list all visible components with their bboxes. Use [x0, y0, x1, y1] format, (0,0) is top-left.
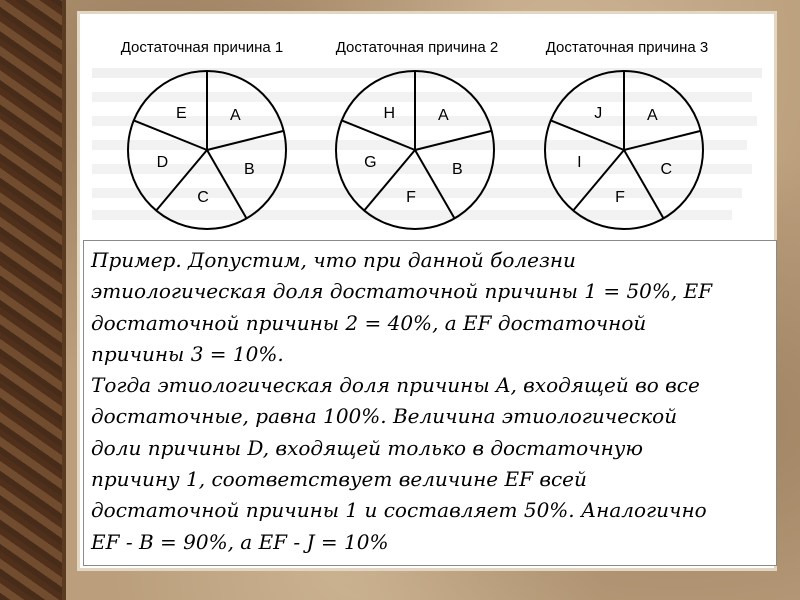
pie-slice-label: D [156, 154, 169, 172]
pie-slice-label: F [615, 188, 625, 206]
pie-slice-divider [415, 150, 455, 218]
pie-slice-label: F [406, 188, 416, 206]
pie-slice-label: B [244, 160, 255, 178]
pie-slice-label: C [197, 188, 209, 206]
pie-slice-label: A [437, 106, 449, 124]
cause-title-2: Достаточная причина 2 [335, 39, 499, 56]
cause-title-3: Достаточная причина 3 [545, 39, 709, 56]
decorative-divider [62, 0, 66, 600]
pie-slice-label: H [383, 104, 396, 122]
pie-slice-label: B [452, 160, 463, 178]
pie-slice-label: E [175, 104, 187, 122]
example-text-box [83, 240, 777, 566]
pie-diagrams-svg [82, 14, 772, 244]
pie-slice-label: J [594, 104, 603, 122]
pie-slice-label: I [577, 154, 582, 172]
pie-slice-divider [207, 150, 247, 218]
pie-slice-label: G [364, 154, 377, 172]
pie-slice-label: C [660, 160, 673, 178]
decorative-left-strip [0, 0, 62, 600]
example-paragraph: Пример. Допустим, что при данной болезни этиологическая доля достаточной причины 1 = 50%, EF достаточной причины 2 = 40%, а EF достаточной причины 3 = 10%. Тогда этиологическая доля причины A, входящей во все достаточные, равна 100%. Величина этиологической доли причины D, входящей только в достаточную причину 1, соответствует величине EF всей достаточной причины 1 и составляет 50%. Аналогично EF - B = 90%, а EF - J = 10% [91, 248, 713, 554]
cause-title-1: Достаточная причина 1 [120, 39, 284, 56]
pie-slice-label: A [646, 106, 658, 124]
pie-slice-divider [624, 150, 664, 218]
sufficient-causes-diagram [82, 14, 772, 244]
pie-slice-label: A [229, 106, 241, 124]
